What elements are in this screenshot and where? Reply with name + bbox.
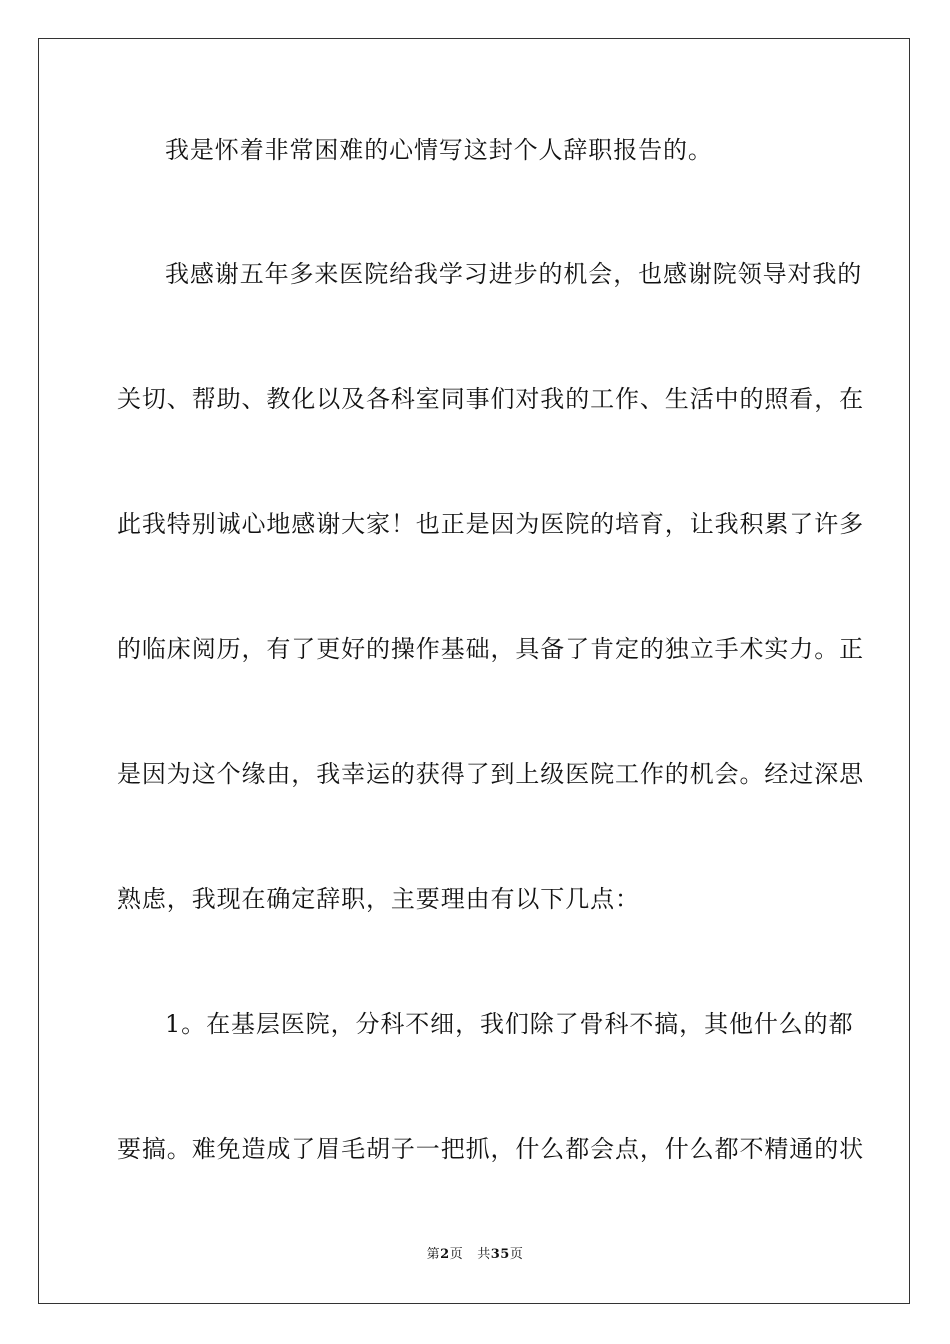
text-line-5: 的临床阅历，有了更好的操作基础，具备了肯定的独立手术实力。正 [117, 635, 864, 663]
page-number: 2 [440, 1247, 450, 1262]
page-suffix: 页 [449, 1247, 464, 1262]
text-line-2: 我感谢五年多来医院给我学习进步的机会，也感谢院领导对我的 [165, 260, 863, 288]
text-line-3: 关切、帮助、教化以及各科室同事们对我的工作、生活中的照看，在 [117, 385, 864, 413]
text-line-7: 熟虑，我现在确定辞职，主要理由有以下几点： [117, 885, 640, 913]
text-line-8: 1。在基层医院，分科不细，我们除了骨科不搞，其他什么的都 [165, 1010, 854, 1038]
page-footer [0, 1246, 950, 1264]
text-line-6: 是因为这个缘由，我幸运的获得了到上级医院工作的机会。经过深思 [117, 760, 864, 788]
total-suffix: 页 [509, 1247, 524, 1262]
text-line-4: 此我特别诚心地感谢大家！也正是因为医院的培育，让我积累了许多 [117, 510, 864, 538]
page-border [38, 38, 910, 1304]
total-pages: 35 [490, 1247, 510, 1262]
page-prefix: 第 [426, 1247, 441, 1262]
text-line-9: 要搞。难免造成了眉毛胡子一把抓，什么都会点，什么都不精通的状 [117, 1135, 864, 1163]
total-prefix: 共 [477, 1247, 491, 1262]
text-line-1: 我是怀着非常困难的心情写这封个人辞职报告的。 [165, 136, 713, 164]
